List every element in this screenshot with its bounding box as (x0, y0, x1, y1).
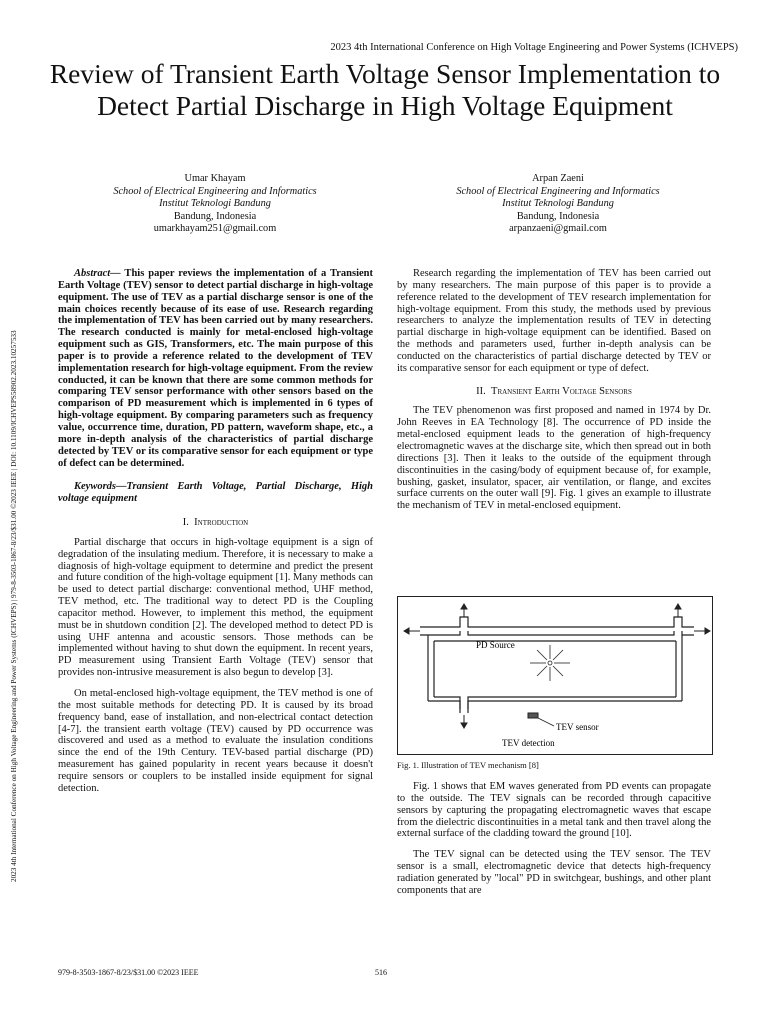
section-title: Transient Earth Voltage Sensors (491, 385, 632, 397)
page-number: 516 (375, 968, 387, 977)
tev-sensor-paragraph: The TEV signal can be detected using the TEV sensor. The TEV sensor is a small, electromagnetic device that detects high-frequency radiation generated by "local" PD in switchgear, bushings, and other plant components that are (397, 849, 711, 896)
tev-detection-label: TEV detection (502, 738, 555, 748)
section-number: I. (182, 517, 189, 529)
author-dept: School of Electrical Engineering and Informatics (456, 185, 660, 197)
author-email: umarkhayam251@gmail.com (153, 223, 277, 235)
enclosure-inner (434, 641, 676, 709)
author-location: Bandung, Indonesia (173, 210, 257, 222)
enclosure-top-outer (420, 617, 694, 627)
author-inst: Institut Teknologi Bandung (159, 198, 271, 210)
section-heading-introduction (58, 517, 373, 529)
intro-paragraph-1: Partial discharge that occurs in high-voltage equipment is a sign of degradation of the insulating medium. Therefore, it is necessary to make a diagnosis of high-voltage equipment to determine and predict the present and future condition of the high-voltage equipment [1]. Many methods can be used to detect partial discharge: conventional method, UHF method, TEV method, etc. The traditional way to detect PD is the Coupling capacitor method. However, to implement this method, the equipment must be in shutdown condition [2]. The developed method to detect PD is using UHF antenna and acoustic sensors. Those methods can be implemented without having to shut down the equipment. In recent years, PD measurement using Transient Earth Voltage (TEV) sensor that provides non-intrusive measurement is also begun to develop [3]. (58, 536, 373, 679)
section-heading-tev (397, 386, 711, 398)
figure-tev-mechanism (397, 596, 713, 755)
right-column-lower (397, 781, 711, 897)
author-block-1 (55, 173, 375, 236)
abstract (58, 268, 373, 469)
intro-paragraph-2: On metal-enclosed high-voltage equipment, the TEV method is one of the most suitable methods for detecting PD. It is caused by its broad frequency band, ease of installation, and non-electrical contact detection [4-7]. the transient earth voltage (TEV) caused by PD occurrence was discovered and used as a method to evaluate the insulation conditions since the end of the 19th Century. TEV-based partial discharge (PD) measurement has gained popularity in recent years because it doesn't require sensors or couplers to be installed inside equipment for signal detection. (58, 688, 373, 794)
doi-sidebar (8, 130, 22, 890)
tev-diagram (398, 597, 712, 754)
author-location: Bandung, Indonesia (516, 210, 600, 222)
section-title: Introduction (194, 517, 249, 529)
paper-title: Review of Transient Earth Voltage Sensor Implementation to Detect Partial Discharge in High Voltage Equipment (49, 58, 721, 121)
right-column-upper (397, 268, 711, 512)
abstract-lead: Abstract— (74, 268, 121, 279)
author-email: arpanzaeni@gmail.com (509, 223, 607, 235)
left-column (58, 268, 373, 795)
figure-caption: Fig. 1. Illustration of TEV mechanism [8] (397, 760, 539, 770)
tev-sensor-label: TEV sensor (556, 722, 599, 732)
author-name: Umar Khayam (184, 173, 246, 184)
research-paragraph: Research regarding the implementation of TEV has been carried out by many researchers. The main purpose of this paper is to provide a reference related to the development of TEV research implementation for high-voltage equipment. From this study, the methods used by previous researchers to analyze the implementation results of TEV in detecting partial discharge in high-voltage equipment can be identified. Based on the methods and parameters used, further in-depth analysis can be conducted on the characteristics of partial discharge detected by TEV or its comparative sensor for each equipment or type of defect. (397, 268, 711, 374)
author-dept: School of Electrical Engineering and Informatics (113, 185, 317, 197)
fig-discussion-paragraph: Fig. 1 shows that EM waves generated from PD events can propagate to the outside. The TEV signals can be recorded through capacitive sensors by capturing the propagating electromagnetic waves that escape from the dielectric discontinuities in a metal tank and then travel along the external surface of the cladding toward the ground [10]. (397, 781, 711, 840)
footer-copyright: 979-8-3503-1867-8/23/$31.00 ©2023 IEEE (58, 968, 199, 977)
author-name: Arpan Zaeni (532, 173, 584, 184)
pd-source-label: PD Source (476, 640, 515, 650)
keywords: Keywords—Transient Earth Voltage, Partial Discharge, High voltage equipment (58, 481, 373, 505)
enclosure-left-wall (428, 635, 434, 701)
author-inst: Institut Teknologi Bandung (502, 198, 614, 210)
enclosure-right-wall (676, 635, 682, 701)
doi-sidebar-text: 2023 4th International Conference on High Voltage Engineering and Power Systems (ICHVEPS) | 979-8-3503-1867-8/23/$31.00 ©2023 IEEE | DOI: 10.1109/ICHVEPS58902.2023.10257533 (10, 330, 18, 882)
conference-header: 2023 4th International Conference on High Voltage Engineering and Power Systems (ICHVEPS) (330, 42, 738, 53)
enclosure-bottom-outer (428, 701, 682, 713)
enclosure-top-inner (420, 631, 694, 635)
section-number: II. (476, 385, 486, 397)
author-block-2 (398, 173, 718, 236)
tev-sensor-block (528, 713, 538, 718)
abstract-body: This paper reviews the implementation of a Transient Earth Voltage (TEV) sensor to detect partial discharge in high-voltage equipment. The use of TEV as a partial discharge sensor is one of the main choices recently because of its ease of use. Research regarding the implementation of TEV has been carried out by many researchers. The research conducted is mainly for metal-enclosed high-voltage equipment such as GIS, Transformers, etc. The main purpose of this paper is to provide a reference related to the development of TEV implementation research for high-voltage equipment. From the review conducted, it can be known that there are some common methods for comparing TEV sensor performance with other sensors based on the comparison of PD measurement which is implemented in 6 types of high-voltage equipment. By comparing parameters such as frequency value, occurrence time, duration, PD pattern, waveform shape, etc., a more in-depth analysis of the characteristics of partial discharge detected by TEV or its comparative sensor for each equipment or type of defect can be determined. (58, 268, 373, 469)
tev-paragraph: The TEV phenomenon was first proposed and named in 1974 by Dr. John Reeves in EA Technology [8]. The occurrence of PD inside the metal-enclosed equipment leads to the generation of high-frequency electromagnetic waves at the discharge site, which then spread out in both directions [3]. Then it leaks to the outside of the equipment through discontinuities in the casing/body of equipment because of, for example, bushing, gasket, insulator, spacer, air ventilation, or flange, and excites surface currents on the outer wall [9]. Fig. 1 gives an example to illustrate the mechanism of TEV in metal-enclosed equipment. (397, 405, 711, 512)
